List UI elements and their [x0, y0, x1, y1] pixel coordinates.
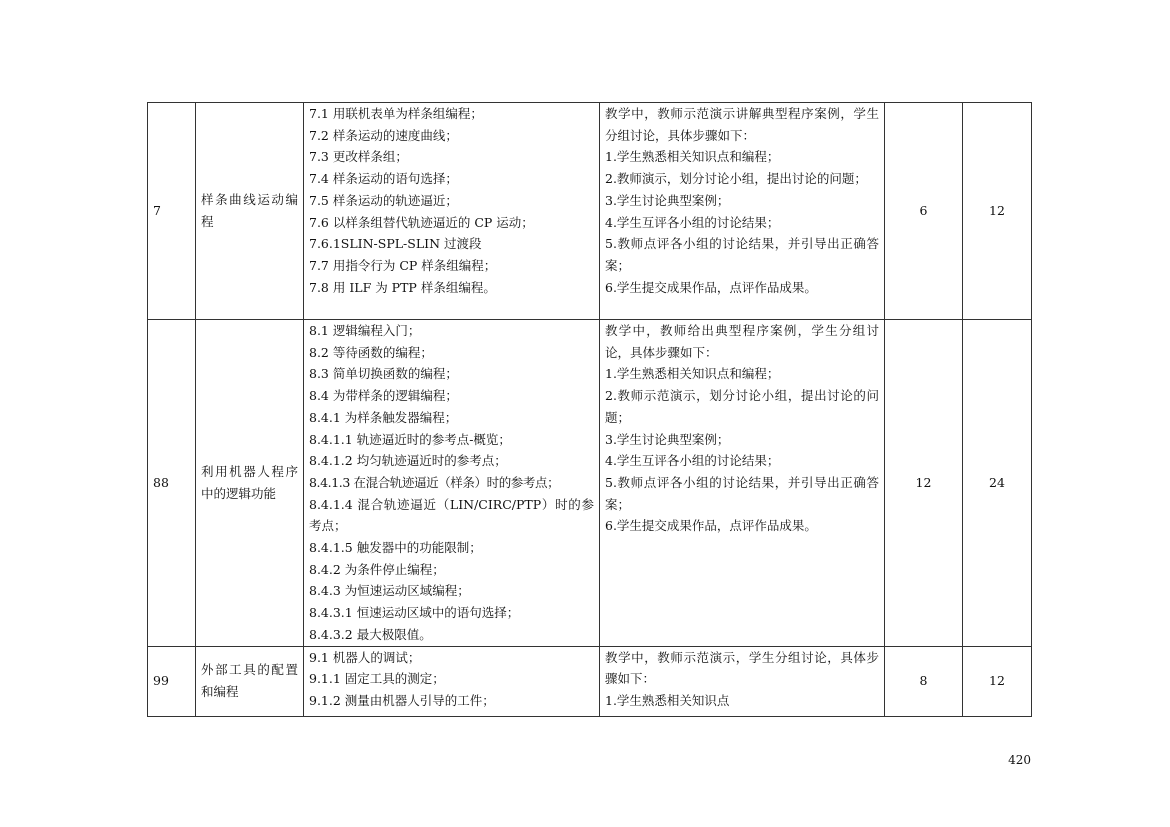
content-item: 9.1.1 固定工具的测定；: [309, 671, 445, 687]
content-item: 8.4.3 为恒速运动区域编程；: [309, 583, 470, 599]
practice-hours: 24: [963, 320, 1032, 647]
theory-hours: 12: [885, 320, 963, 647]
content-item: 7.4 样条运动的语句选择；: [309, 171, 458, 187]
content-item: 8.4.1.4 混合轨迹逼近（LIN/CIRC/PTP）时的参考点；: [309, 496, 594, 534]
content-item: 7.6.1SLIN-SPL-SLIN 过渡段: [309, 236, 482, 252]
table-row: [148, 320, 1032, 647]
practice-hours: 12: [963, 646, 1032, 716]
content-item: 8.4.1.5 触发器中的功能限制；: [309, 540, 482, 556]
method-item: 5.教师点评各小组的讨论结果，并引导出正确答案；: [605, 236, 879, 273]
content-item: 9.1 机器人的调试；: [309, 649, 421, 665]
content-item: 8.4.1.2 均匀轨迹逼近时的参考点；: [309, 453, 507, 469]
content-item: 7.7 用指令行为 CP 样条组编程；: [309, 257, 497, 273]
theory-hours: 8: [885, 646, 963, 716]
method-cell: [600, 103, 885, 320]
content-item: 7.3 更改样条组；: [309, 149, 408, 165]
row-number: 88: [148, 320, 196, 647]
method-item: 教学中，教师示范演示讲解典型程序案例，学生分组讨论，具体步骤如下：: [605, 106, 879, 143]
practice-hours: 12: [963, 103, 1032, 320]
content-item: 7.8 用 ILF 为 PTP 样条组编程。: [309, 279, 496, 295]
content-item: 7.2 样条运动的速度曲线；: [309, 127, 458, 143]
content-cell: [304, 646, 600, 716]
content-cell: [304, 103, 600, 320]
method-item: 1.学生熟悉相关知识点: [605, 692, 730, 708]
content-item: 8.4.3.1 恒速运动区域中的语句选择；: [309, 605, 520, 621]
row-number: 7: [148, 103, 196, 320]
theory-hours: 6: [885, 103, 963, 320]
method-item: 2.教师示范演示，划分讨论小组，提出讨论的问题；: [605, 388, 879, 425]
content-item: 8.4.1.3 在混合轨迹逼近（样条）时的参考点；: [309, 474, 560, 490]
method-item: 3.学生讨论典型案例；: [605, 431, 730, 447]
method-item: 6.学生提交成果作品，点评作品成果。: [605, 518, 817, 534]
content-item: 7.5 样条运动的轨迹逼近；: [309, 192, 458, 208]
content-item: 8.4.1 为样条触发器编程；: [309, 409, 458, 425]
module-title: 外部工具的配置和编程: [196, 646, 304, 716]
method-item: 教学中，教师给出典型程序案例，学生分组讨论，具体步骤如下：: [605, 323, 879, 360]
page-number: 420: [1008, 753, 1031, 767]
table-row: [148, 103, 1032, 320]
content-item: 8.4.3.2 最大极限值。: [309, 626, 432, 642]
method-cell: [600, 320, 885, 647]
method-item: 6.学生提交成果作品，点评作品成果。: [605, 279, 817, 295]
content-cell: [304, 320, 600, 647]
method-item: 4.学生互评各小组的讨论结果；: [605, 453, 780, 469]
content-item: 8.4.1.1 轨迹逼近时的参考点-概览；: [309, 431, 511, 447]
module-title: 利用机器人程序中的逻辑功能: [196, 320, 304, 647]
module-title: 样条曲线运动编程: [196, 103, 304, 320]
method-item: 1.学生熟悉相关知识点和编程；: [605, 149, 780, 165]
method-cell: [600, 646, 885, 716]
content-item: 8.4.2 为条件停止编程；: [309, 561, 445, 577]
method-item: 教学中，教师示范演示，学生分组讨论，具体步骤如下：: [605, 649, 879, 687]
table-row: [148, 646, 1032, 716]
content-item: 8.3 简单切换函数的编程；: [309, 366, 458, 382]
method-item: 5.教师点评各小组的讨论结果，并引导出正确答案；: [605, 474, 879, 512]
row-number: 99: [148, 646, 196, 716]
content-item: 7.6 以样条组替代轨迹逼近的 CP 运动；: [309, 214, 534, 230]
method-item: 1.学生熟悉相关知识点和编程；: [605, 366, 780, 382]
content-item: 7.1 用联机表单为样条组编程；: [309, 106, 483, 121]
method-item: 3.学生讨论典型案例；: [605, 192, 730, 208]
content-item: 9.1.2 测量由机器人引导的工件；: [309, 692, 495, 708]
method-item: 2.教师演示，划分讨论小组，提出讨论的问题；: [605, 171, 867, 187]
content-item: 8.2 等待函数的编程；: [309, 344, 433, 360]
content-item: 8.4 为带样条的逻辑编程；: [309, 388, 458, 404]
method-item: 4.学生互评各小组的讨论结果；: [605, 214, 780, 230]
content-item: 8.1 逻辑编程入门；: [309, 323, 421, 338]
course-table: [147, 102, 1032, 717]
